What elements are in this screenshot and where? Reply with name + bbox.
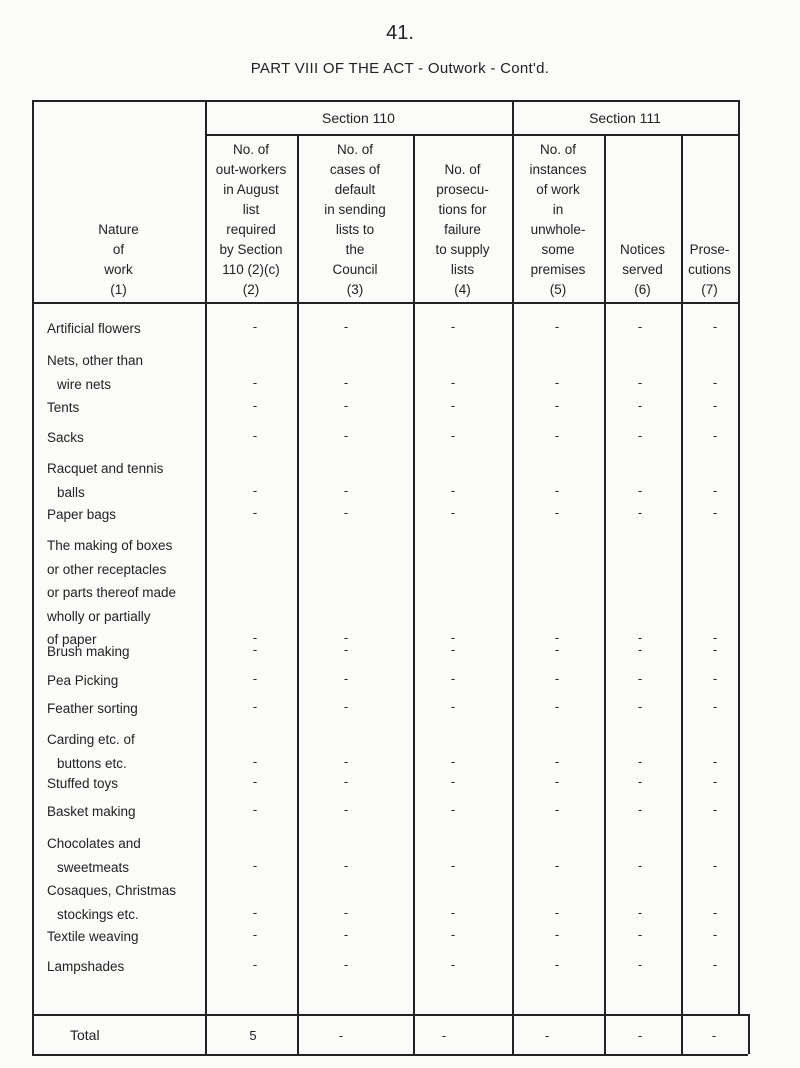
row-value: - xyxy=(554,374,560,390)
row-value: - xyxy=(252,374,258,390)
row-value: - xyxy=(450,671,456,686)
row-value: - xyxy=(343,753,349,769)
row-value: - xyxy=(343,774,349,789)
row-value: - xyxy=(252,904,258,920)
row-value: - xyxy=(450,802,456,817)
column-header-4-line: tions for xyxy=(438,202,487,217)
column-header-2-line: list xyxy=(242,202,260,217)
row-value: - xyxy=(554,857,560,873)
row-value: - xyxy=(637,482,643,498)
row-value: - xyxy=(252,957,258,972)
column-header-2-line: No. of xyxy=(232,142,270,157)
row-label: Brush making xyxy=(47,644,130,659)
row-value: - xyxy=(637,927,643,942)
row-label: or parts thereof made xyxy=(47,585,177,600)
total-value: - xyxy=(637,1028,643,1043)
row-value: - xyxy=(252,428,258,443)
row-value: - xyxy=(637,642,643,657)
row-value: - xyxy=(343,319,349,334)
row-value: - xyxy=(450,319,456,334)
header-bottom-rule xyxy=(32,302,738,304)
row-value: - xyxy=(637,428,643,443)
row-value: - xyxy=(637,904,643,920)
table-top-border xyxy=(32,100,738,102)
total-value: 5 xyxy=(249,1028,257,1043)
row-value: - xyxy=(252,857,258,873)
row-value: - xyxy=(712,957,718,972)
column-header-7-line: cutions xyxy=(688,262,731,277)
row-label: Tents xyxy=(47,400,80,415)
column-header-4-line: prosecu- xyxy=(436,182,489,197)
row-label: balls xyxy=(57,484,85,500)
column-header-1-line: work xyxy=(104,262,133,277)
row-value: - xyxy=(450,927,456,942)
row-label: Paper bags xyxy=(47,507,117,522)
row-label: Pea Picking xyxy=(47,673,119,688)
column-header-4-line: to supply xyxy=(435,242,490,257)
row-value: - xyxy=(450,482,456,498)
row-label: Nets, other than xyxy=(47,353,144,368)
row-label: Feather sorting xyxy=(47,701,138,716)
row-value: - xyxy=(343,630,349,645)
row-value: - xyxy=(252,482,258,498)
total-value: - xyxy=(711,1028,717,1043)
row-value: - xyxy=(252,671,258,686)
column-header-1-line: Nature xyxy=(98,222,139,237)
row-label: of paper xyxy=(47,632,97,647)
row-value: - xyxy=(343,802,349,817)
row-label: Lampshades xyxy=(47,959,125,974)
row-value: - xyxy=(712,505,718,520)
column-header-5-line: unwhole- xyxy=(530,222,586,237)
row-value: - xyxy=(450,699,456,714)
column-header-2-line: required xyxy=(226,222,276,237)
column-header-4-line: failure xyxy=(444,222,481,237)
column-header-1-line: of xyxy=(112,242,125,257)
row-value: - xyxy=(450,957,456,972)
column-header-4-line: (4) xyxy=(454,282,471,297)
row-label: Textile weaving xyxy=(47,929,139,944)
row-value: - xyxy=(343,671,349,686)
row-value: - xyxy=(450,753,456,769)
row-value: - xyxy=(637,753,643,769)
row-value: - xyxy=(712,398,718,413)
row-value: - xyxy=(554,957,560,972)
row-value: - xyxy=(252,630,258,645)
row-value: - xyxy=(712,374,718,390)
row-value: - xyxy=(637,374,643,390)
row-value: - xyxy=(712,671,718,686)
total-value: - xyxy=(338,1028,344,1043)
row-value: - xyxy=(343,505,349,520)
row-value: - xyxy=(343,398,349,413)
row-value: - xyxy=(554,802,560,817)
row-value: - xyxy=(554,319,560,334)
row-label: sweetmeats xyxy=(57,859,130,875)
row-value: - xyxy=(343,374,349,390)
row-value: - xyxy=(554,699,560,714)
row-label: or other receptacles xyxy=(47,561,167,577)
row-label: Racquet and tennis xyxy=(47,461,164,476)
row-value: - xyxy=(712,642,718,657)
column-header-2-line: in August xyxy=(223,182,279,197)
column-header-2-line: (2) xyxy=(242,282,260,297)
row-value: - xyxy=(450,774,456,789)
row-value: - xyxy=(712,319,718,334)
row-value: - xyxy=(450,630,456,645)
row-value: - xyxy=(712,630,718,645)
row-value: - xyxy=(554,927,560,942)
row-value: - xyxy=(450,505,456,520)
column-header-3-line: No. of xyxy=(336,142,374,157)
column-header-7-line: Prose- xyxy=(689,242,730,257)
row-value: - xyxy=(554,642,560,657)
row-label: Chocolates and xyxy=(47,836,141,851)
row-value: - xyxy=(712,753,718,769)
row-value: - xyxy=(712,482,718,498)
row-label: Basket making xyxy=(47,804,136,819)
row-value: - xyxy=(554,904,560,920)
row-value: - xyxy=(343,904,349,920)
row-value: - xyxy=(637,630,643,645)
row-value: - xyxy=(712,699,718,714)
row-value: - xyxy=(637,505,643,520)
row-value: - xyxy=(637,857,643,873)
row-value: - xyxy=(554,482,560,498)
row-value: - xyxy=(343,857,349,873)
column-header-3-line: in sending xyxy=(324,202,386,217)
row-value: - xyxy=(252,753,258,769)
row-label: wire nets xyxy=(57,376,112,392)
row-value: - xyxy=(554,753,560,769)
row-label: buttons etc. xyxy=(57,755,127,771)
section-111-header: Section 111 xyxy=(589,110,661,126)
row-value: - xyxy=(712,904,718,920)
total-right-border xyxy=(748,1014,750,1054)
row-value: - xyxy=(252,319,258,334)
column-header-2-line: 110 (2)(c) xyxy=(222,262,280,277)
row-label: Artificial flowers xyxy=(47,321,141,336)
page-title: PART VIII OF THE ACT - Outwork - Cont'd. xyxy=(250,60,550,77)
row-value: - xyxy=(343,699,349,714)
row-value: - xyxy=(554,774,560,789)
column-header-5-line: premises xyxy=(530,262,586,277)
row-label: Sacks xyxy=(47,430,84,445)
total-value: - xyxy=(441,1028,447,1043)
section-header-rule xyxy=(205,134,738,136)
row-value: - xyxy=(637,671,643,686)
row-value: - xyxy=(343,957,349,972)
column-header-3-line: Council xyxy=(332,262,378,277)
row-value: - xyxy=(554,398,560,413)
column-header-3-line: default xyxy=(334,182,376,197)
column-header-4-line: No. of xyxy=(444,162,481,177)
row-value: - xyxy=(252,699,258,714)
row-label: Stuffed toys xyxy=(47,776,119,791)
row-label: Carding etc. of xyxy=(47,732,135,747)
row-value: - xyxy=(712,927,718,942)
column-header-5-line: of work xyxy=(536,182,580,197)
column-header-3-line: the xyxy=(345,242,365,257)
row-label: The making of boxes xyxy=(47,538,173,553)
column-header-2-line: out-workers xyxy=(215,162,287,177)
row-value: - xyxy=(637,802,643,817)
column-header-1-line: (1) xyxy=(110,282,127,297)
row-value: - xyxy=(252,927,258,942)
row-value: - xyxy=(450,428,456,443)
total-top-rule xyxy=(32,1014,748,1016)
row-value: - xyxy=(554,505,560,520)
row-value: - xyxy=(712,857,718,873)
column-header-3-line: (3) xyxy=(346,282,364,297)
column-header-6-line: Notices xyxy=(619,242,665,257)
row-value: - xyxy=(343,642,349,657)
column-header-5-line: in xyxy=(552,202,564,217)
column-header-4-line: lists xyxy=(450,262,475,277)
column-header-5-line: some xyxy=(541,242,575,257)
section-110-header: Section 110 xyxy=(322,110,395,126)
row-value: - xyxy=(450,374,456,390)
row-value: - xyxy=(450,904,456,920)
row-value: - xyxy=(450,398,456,413)
row-value: - xyxy=(252,802,258,817)
row-value: - xyxy=(712,428,718,443)
row-value: - xyxy=(554,428,560,443)
row-value: - xyxy=(252,398,258,413)
column-header-6-line: served xyxy=(622,262,663,277)
row-label: Cosaques, Christmas xyxy=(47,883,177,898)
column-header-3-line: cases of xyxy=(329,162,381,177)
row-value: - xyxy=(450,642,456,657)
row-value: - xyxy=(450,857,456,873)
column-header-5-line: No. of xyxy=(539,142,577,157)
row-value: - xyxy=(637,774,643,789)
row-value: - xyxy=(252,505,258,520)
row-value: - xyxy=(637,699,643,714)
row-value: - xyxy=(712,774,718,789)
row-value: - xyxy=(343,428,349,443)
row-label: stockings etc. xyxy=(57,906,139,922)
row-value: - xyxy=(712,802,718,817)
row-value: - xyxy=(252,774,258,789)
row-value: - xyxy=(343,927,349,942)
row-value: - xyxy=(637,398,643,413)
table-bottom-border xyxy=(32,1054,748,1056)
row-value: - xyxy=(554,630,560,645)
column-header-3-line: lists to xyxy=(335,222,375,237)
total-value: - xyxy=(544,1028,550,1043)
row-label: wholly or partially xyxy=(47,608,151,624)
table-right-border xyxy=(738,100,740,1014)
row-value: - xyxy=(637,957,643,972)
page-number: 41. xyxy=(386,22,414,44)
row-value: - xyxy=(343,482,349,498)
total-label: Total xyxy=(70,1027,100,1043)
column-header-7-line: (7) xyxy=(701,282,718,297)
column-header-5-line: instances xyxy=(529,162,587,177)
column-header-2-line: by Section xyxy=(219,242,283,257)
column-header-6-line: (6) xyxy=(634,282,651,297)
row-value: - xyxy=(252,642,258,657)
column-header-5-line: (5) xyxy=(549,282,567,297)
row-value: - xyxy=(637,319,643,334)
row-value: - xyxy=(554,671,560,686)
